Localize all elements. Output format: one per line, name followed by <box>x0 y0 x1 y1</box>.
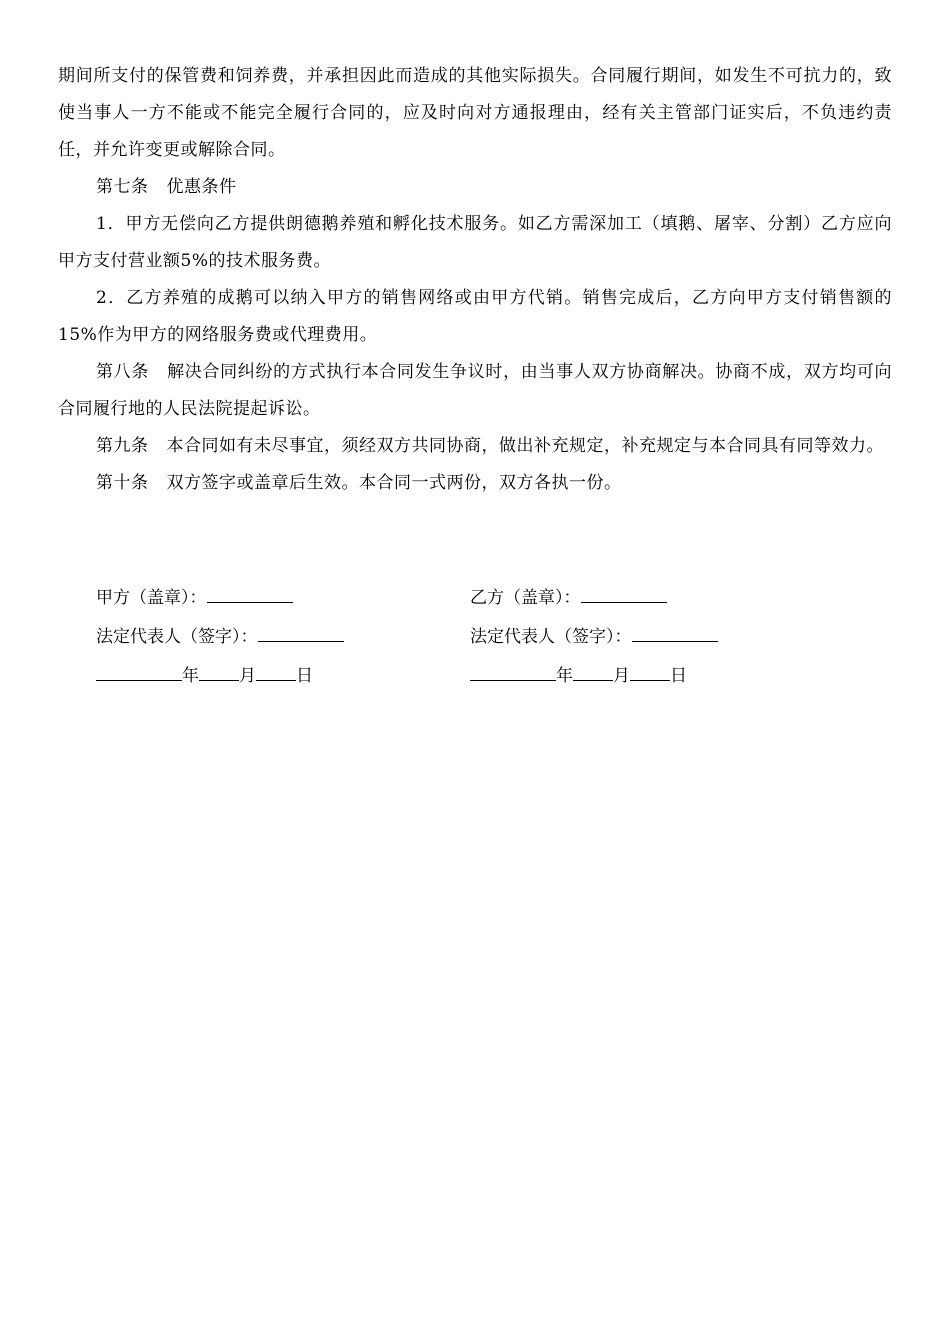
party-a-rep-label: 法定代表人（签字）： <box>96 627 258 647</box>
party-b-signature <box>470 578 830 695</box>
party-b-rep-line <box>470 617 830 656</box>
party-b-month-blank[interactable] <box>573 656 613 681</box>
party-b-day-blank[interactable] <box>630 656 670 681</box>
party-b-year-blank[interactable] <box>470 656 556 681</box>
party-b-month-label: 月 <box>613 666 630 686</box>
party-a-day-label: 日 <box>296 666 313 686</box>
party-a-year-label: 年 <box>182 666 199 686</box>
party-b-date-line <box>470 656 830 695</box>
party-b-rep-blank[interactable] <box>632 617 718 642</box>
party-a-month-blank[interactable] <box>199 656 239 681</box>
article-7-item-2: 2．乙方养殖的成鹅可以纳入甲方的销售网络或由甲方代销。销售完成后，乙方向甲方支付销售额的15%作为甲方的网络服务费或代理费用。 <box>58 288 892 345</box>
article-10-label: 第十条 <box>96 473 149 493</box>
party-b-seal-label: 乙方（盖章）： <box>470 588 581 608</box>
party-b-day-label: 日 <box>670 666 687 686</box>
party-a-day-blank[interactable] <box>256 656 296 681</box>
party-a-month-label: 月 <box>239 666 256 686</box>
article-10 <box>58 465 892 502</box>
article-7-label: 第七条 <box>96 177 149 197</box>
article-8-text: 解决合同纠纷的方式执行本合同发生争议时，由当事人双方协商解决。协商不成，双方均可向合同履行地的人民法院提起诉讼。 <box>58 362 893 419</box>
party-a-seal-blank[interactable] <box>207 578 293 603</box>
contract-body <box>58 58 892 502</box>
party-a-year-blank[interactable] <box>96 656 182 681</box>
paragraph-continuation: 期间所支付的保管费和饲养费，并承担因此而造成的其他实际损失。合同履行期间，如发生不可抗力的，致使当事人一方不能或不能完全履行合同的，应及时向对方通报理由，经有关主管部门证实后，不负违约责任，并允许变更或解除合同。 <box>58 66 892 160</box>
article-8 <box>58 354 892 428</box>
party-b-seal-blank[interactable] <box>581 578 667 603</box>
party-b-year-label: 年 <box>556 666 573 686</box>
party-b-rep-label: 法定代表人（签字）： <box>470 627 632 647</box>
party-a-signature <box>96 578 456 695</box>
party-a-date-line <box>96 656 456 695</box>
article-7-heading <box>58 169 892 206</box>
party-a-seal-label: 甲方（盖章）： <box>96 588 207 608</box>
party-a-seal-line <box>96 578 456 617</box>
article-10-text: 双方签字或盖章后生效。本合同一式两份，双方各执一份。 <box>166 473 622 493</box>
party-a-rep-blank[interactable] <box>258 617 344 642</box>
article-7-item-1: 1．甲方无偿向乙方提供朗德鹅养殖和孵化技术服务。如乙方需深加工（填鹅、屠宰、分割）乙方应向甲方支付营业额5%的技术服务费。 <box>58 214 892 271</box>
article-9 <box>58 428 892 465</box>
article-7-title: 优惠条件 <box>166 177 237 197</box>
article-9-text: 本合同如有未尽事宜，须经双方共同协商，做出补充规定，补充规定与本合同具有同等效力。 <box>166 436 884 456</box>
party-a-rep-line <box>96 617 456 656</box>
article-9-label: 第九条 <box>96 436 149 456</box>
party-b-seal-line <box>470 578 830 617</box>
article-8-label: 第八条 <box>96 362 150 382</box>
